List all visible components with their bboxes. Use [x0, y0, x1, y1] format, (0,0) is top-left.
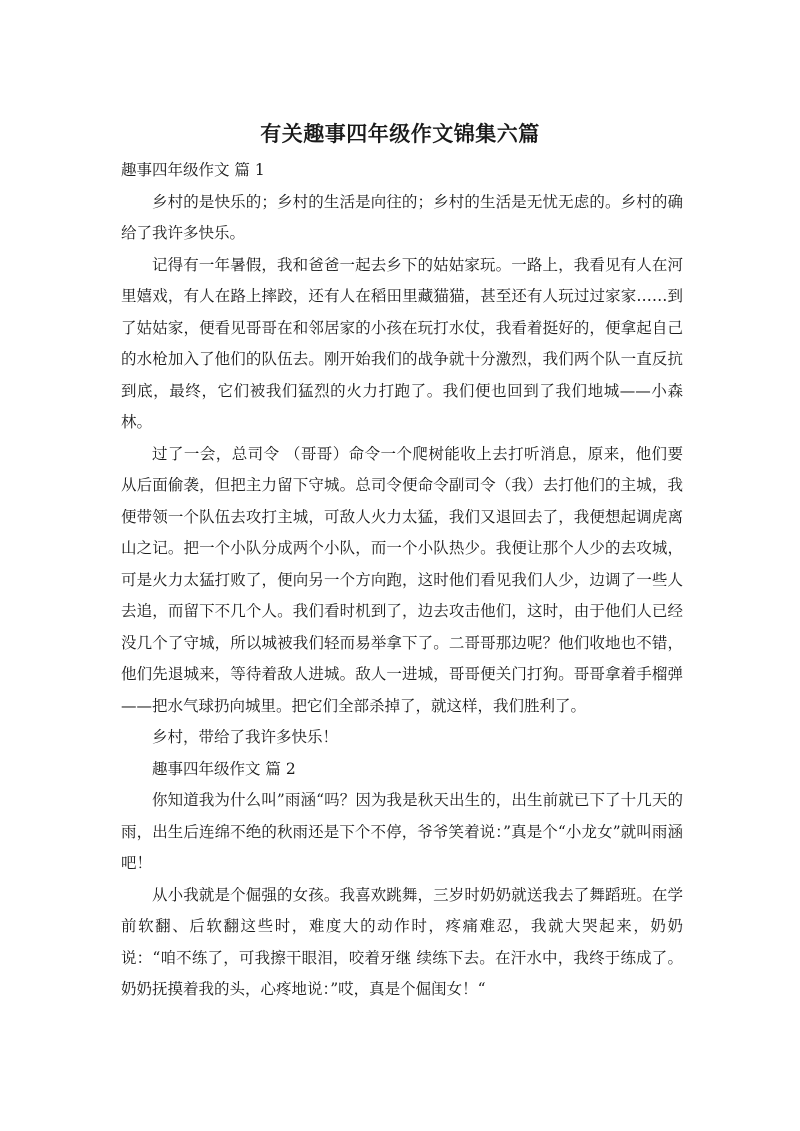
paragraph: 乡村，带给了我许多快乐！: [152, 728, 339, 746]
document-body: [121, 155, 683, 1006]
section-heading-1: 趣事四年级作文 篇 1: [121, 161, 265, 179]
paragraph: 过了一会，总司令 （哥哥）命令一个爬树能收上去打听消息，原来，他们要从后面偷袭，但把主力留下守城。总司令便命令副司令（我）去打他们的主城，我便带领一个队伍去攻打主城，可敌人火力太猛，我们又退回去了，我便想起调虎离山之记。把一个小队分成两个小队，而一个小队热少。我便让那个人少的去攻城，可是火力太猛打败了，便向另一个方向跑，这时他们看见我们人少，边调了一些人去追，而留下不几个人。我们看时机到了，边去攻击他们，这时，由于他们人已经没几个了守城，所以城被我们轻而易举拿下了。二哥哥那边呢？他们收地也不错，他们先退城来，等待着敌人进城。敌人一进城，哥哥便关门打狗。哥哥拿着手榴弹——把水气球扔向城里。把它们全部杀掉了，就这样，我们胜利了。: [121, 444, 683, 715]
paragraph: 乡村的是快乐的；乡村的生活是向往的；乡村的生活是无忧无虑的。乡村的确给了我许多快乐。: [121, 192, 683, 242]
section-heading-2: 趣事四年级作文 篇 2: [152, 759, 296, 778]
paragraph: 记得有一年暑假，我和爸爸一起去乡下的姑姑家玩。一路上，我看见有人在河里嬉戏，有人在路上摔跤，还有人在稻田里藏猫猫，甚至还有人玩过过家家……到了姑姑家，便看见哥哥在和邻居家的小孩在玩打水仗，我看着挺好的，便拿起自己的水枪加入了他们的队伍去。刚开始我们的战争就十分激烈，我们两个队一直反抗到底，最终，它们被我们猛烈的火力打跑了。我们便也回到了我们地城——小森林。: [121, 255, 683, 431]
paragraph: 从小我就是个倔强的女孩。我喜欢跳舞，三岁时奶奶就送我去了舞蹈班。在学前软翻、后软翻这些时，难度大的动作时，疼痛难忍，我就大哭起来，奶奶说：“咱不练了，可我擦干眼泪，咬着牙继 续练下去。在汗水中，我终于练成了。奶奶抚摸着我的头，心疼地说：”哎，真是个倔闺女！“: [121, 885, 683, 998]
paragraph: 你知道我为什么叫”雨涵“吗？因为我是秋天出生的，出生前就已下了十几天的雨，出生后连绵不绝的秋雨还是下个不停，爷爷笑着说：”真是个“小龙女”就叫雨涵吧！: [121, 791, 683, 872]
document-title: 有关趣事四年级作文锦集六篇: [260, 122, 540, 146]
